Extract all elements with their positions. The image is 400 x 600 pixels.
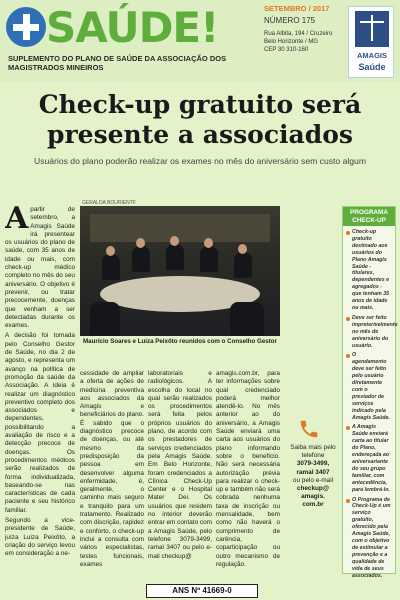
paragraph: Segundo a vice-presidente de Saúde, juíza Luiza Peixôto, a criação do serviço levou em consideração a ne- bbox=[5, 516, 75, 558]
contact-extension: ramal 3407 bbox=[296, 468, 330, 476]
photo-credit: GERALDA BOURIENTF bbox=[82, 200, 136, 206]
photo-person bbox=[230, 302, 264, 336]
sidebar-item: Check-up gratuito destinado aos usuários do Plano Amagis Saúde - titulares, dependentes e agregados - que tenham 35 anos de idade ou mais. bbox=[346, 229, 392, 312]
plus-cross-icon bbox=[6, 7, 46, 47]
address-line: CEP 30 310-160 bbox=[264, 47, 309, 53]
contact-email: com.br bbox=[302, 501, 324, 509]
photo-head bbox=[136, 238, 145, 248]
photo-head bbox=[106, 246, 115, 256]
sidebar-item: Deve ser feito impreterivelmente no mês de aniversário do usuário. bbox=[346, 315, 392, 350]
photo-head bbox=[204, 238, 213, 248]
ans-registration: ANS Nº 41669-0 bbox=[146, 584, 258, 598]
photo-person bbox=[234, 252, 252, 278]
article-headline: Check-up gratuito será presente a associados bbox=[38, 90, 362, 149]
seal-sub: Saúde bbox=[358, 62, 386, 72]
seal-name: AMAGIS bbox=[357, 51, 387, 60]
photo-person bbox=[90, 302, 120, 336]
meeting-photo bbox=[80, 206, 280, 336]
sidebar-item: O Programa de Check-Up é um serviço gratuito, oferecido pela Amagis Saúde, com o objetivo de estimular a prevenção e a qualidade de vida de seus associados. bbox=[346, 497, 392, 580]
article-subhead: Usuários do plano poderão realizar os exames no mês do aniversário sem custo algum bbox=[34, 156, 366, 166]
article-column-4: amagis.com.br, para ter informações sobre qual credenciado poderá melhor atendê-lo. No mês anterior ao do aniversário, a Amagis Saúde enviará uma carta aos usuários do plano informando sobre o benefício. Não será necessária autorização prévia para realizar o check-up e também não será cobrada nenhuma taxa de inscrição ou mensalidade, bem como não haverá o cumprimento de carência, coparticipação ou outro mecanismo de regulação. bbox=[216, 370, 280, 568]
sidebar-item: A Amagis Saúde enviará carta ao titular do Plano, endereçada ao aniversariante do seu grupo familiar, com antecedência, para lembrá-lo. bbox=[346, 424, 392, 493]
photo-person bbox=[166, 244, 184, 270]
article-column-1 bbox=[5, 206, 75, 584]
article-column-2: cessidade de ampliar a oferta de ações de medicina preventiva aos associados da Amagis e beneficiários do plano. É sabido que o diagnóstico precoce de doenças, ou até mesmo da predisposição da pessoa em desenvolver alguma enfermidade, é, geralmente, o caminho mais seguro e tranquilo para um tratamento. Realizado com discrição, rapidez e conforto, o check-up inclui a consulta com vários especialistas, testes funcionais, exames bbox=[80, 370, 144, 568]
masthead bbox=[0, 0, 400, 82]
photo-caption: Maurício Soares e Luiza Peixôto reunidos com o Conselho Gestor bbox=[83, 338, 277, 345]
sidebar-title: PROGRAMA CHECK-UP bbox=[343, 207, 395, 226]
program-sidebar bbox=[342, 206, 398, 579]
justice-scale-icon bbox=[355, 11, 389, 47]
phone-icon bbox=[298, 418, 320, 440]
photo-person bbox=[200, 246, 218, 272]
drop-cap: A bbox=[5, 206, 29, 236]
publisher-address bbox=[264, 30, 332, 54]
supplement-tagline: SUPLEMENTO DO PLANO DE SAÚDE DA ASSOCIAÇÃO DOS MAGISTRADOS MINEIROS bbox=[8, 54, 227, 72]
edition-date: SETEMBRO / 2017 bbox=[264, 4, 330, 13]
paragraph: partir de setembro, a Amagis Saúde irá presentear os usuários do plano de saúde, com 35 anos de idade ou mais, com check-up médico completo no mês do seu aniversário. O objetivo é prevenir, ou tratar precocemente, doenças que venham a ser detectadas durante os exames. bbox=[5, 206, 75, 330]
photo-head bbox=[238, 244, 247, 254]
sidebar-list bbox=[343, 226, 398, 579]
amagis-saude-seal bbox=[348, 6, 394, 78]
contact-info bbox=[288, 444, 338, 510]
photo-person bbox=[132, 246, 150, 272]
contact-email: checkup@ bbox=[296, 485, 330, 493]
article-column-3: laboratoriais e radiológicos. A escolha do local no qual serão realizados os procedimentos será feita pelos próprios usuários do plano, de acordo com os prestadores de serviços credenciados pela Amagis Saúde. Em Belo Horizonte, foram credenciados a Clínica Check-Up Center e o Hospital Mater Dei. Os usuários que residem no interior deverão entrar em contato com a Amagis Saúde, pelo telefone 3079-3499, ramal 3407 ou pelo e-mail checkup@ bbox=[148, 370, 212, 560]
contact-phone: 3079-3499, bbox=[296, 460, 330, 468]
address-line: Rua Albita, 194 / Cruzeiro bbox=[264, 31, 333, 37]
contact-line: Saiba mais pelo telefone bbox=[290, 444, 336, 460]
paragraph: A decisão foi tomada pelo Conselho Gestor de Saúde, no dia 2 de agosto, e representa um avanço na política de promoção da saúde da Associação. A ideia é realizar um diagnóstico preventivo completo dos associados e dependentes, possibilitando a avaliação de risco e a detecção precoce de doenças. Os procedimentos médicos serão realizados de forma individualizada, baseando-se nas características de cada paciente e seu histórico familiar. bbox=[5, 332, 75, 514]
address-line: Belo Horizonte / MG bbox=[264, 39, 319, 45]
brand-logo-text: SAÚDE! bbox=[46, 3, 219, 52]
contact-email: amagis. bbox=[301, 493, 325, 501]
issue-number: NÚMERO 175 bbox=[264, 16, 316, 25]
photo-person bbox=[102, 254, 120, 280]
photo-wall bbox=[90, 214, 270, 242]
sidebar-item: O agendamento deve ser feito pelo usuário diretamente com o prestador de serviços indicado pela Amagis Saúde. bbox=[346, 352, 392, 421]
photo-head bbox=[170, 236, 179, 246]
contact-line: ou pelo e-mail bbox=[292, 476, 334, 484]
